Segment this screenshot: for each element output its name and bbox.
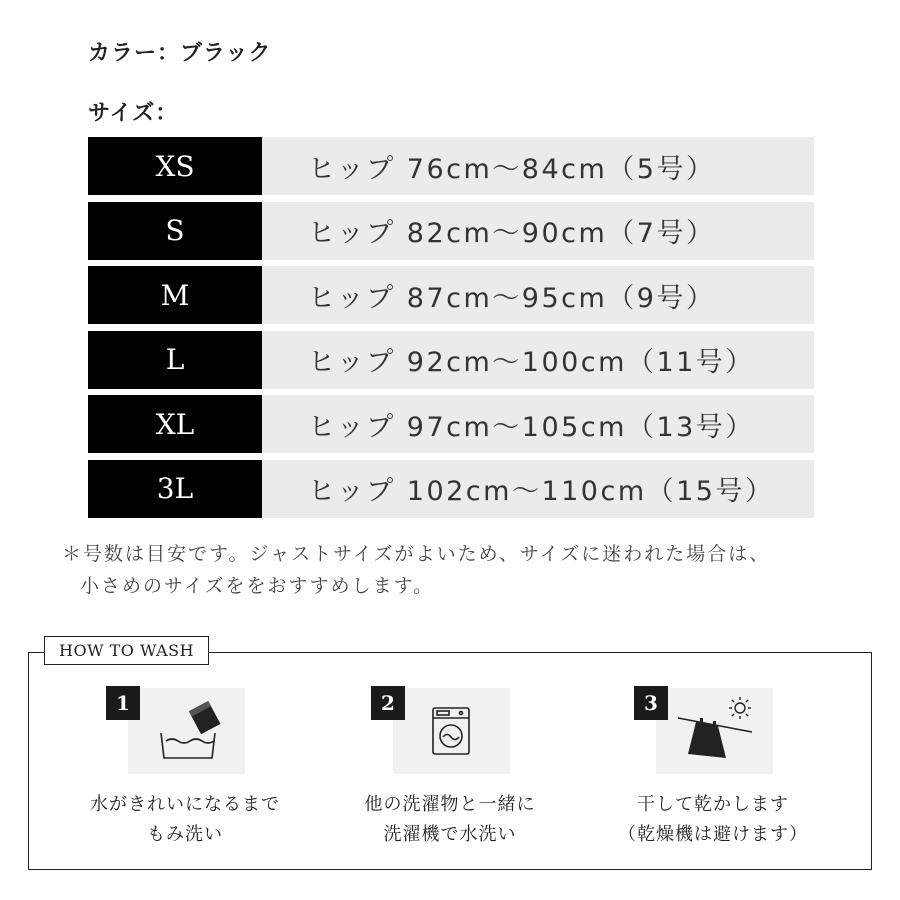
size-note-line2: 小さめのサイズををおすすめします。 xyxy=(80,575,435,597)
step-text xyxy=(300,790,600,850)
size-desc: ヒップ 97cm〜105cm（13号） xyxy=(262,395,814,453)
step-text-line1: 干して乾かします xyxy=(637,794,789,815)
wash-title: HOW TO WASH xyxy=(44,636,209,665)
washing-machine-icon xyxy=(393,688,510,774)
step-number: 3 xyxy=(634,686,668,720)
step-text-line2: （乾燥機は避けます） xyxy=(618,824,808,845)
step-text-line2: もみ洗い xyxy=(147,824,223,845)
size-label: 3L xyxy=(88,460,262,518)
step-text-line2: 洗濯機で水洗い xyxy=(383,824,517,845)
size-row-s xyxy=(88,202,814,260)
size-row-m xyxy=(88,266,814,324)
size-desc: ヒップ 87cm〜95cm（9号） xyxy=(262,266,814,324)
size-row-xl xyxy=(88,395,814,453)
size-note xyxy=(62,538,770,602)
size-row-xs xyxy=(88,137,814,195)
size-desc: ヒップ 82cm〜90cm（7号） xyxy=(262,202,814,260)
size-label: XL xyxy=(88,395,262,453)
size-row-l xyxy=(88,331,814,389)
step-text-line1: 他の洗濯物と一緒に xyxy=(364,794,536,815)
step-text xyxy=(563,790,863,850)
size-row-3l xyxy=(88,460,814,518)
step-text xyxy=(35,790,335,850)
step-number: 1 xyxy=(106,686,140,720)
step-text-line1: 水がきれいになるまで xyxy=(90,794,280,815)
size-heading: サイズ： xyxy=(88,101,179,126)
size-label: L xyxy=(88,331,262,389)
size-label: M xyxy=(88,266,262,324)
size-desc: ヒップ 76cm〜84cm（5号） xyxy=(262,137,814,195)
washbasin-detergent-icon xyxy=(128,688,245,774)
step-number: 2 xyxy=(371,686,405,720)
size-label: S xyxy=(88,202,262,260)
size-desc: ヒップ 102cm〜110cm（15号） xyxy=(262,460,814,518)
size-table xyxy=(88,137,814,525)
size-label: XS xyxy=(88,137,262,195)
size-note-line1: ＊号数は目安です。ジャストサイズがよいため、サイズに迷われた場合は、 xyxy=(62,543,771,565)
hang-dry-sun-icon xyxy=(656,688,773,774)
color-label: カラー：ブラック xyxy=(88,41,272,66)
size-desc: ヒップ 92cm〜100cm（11号） xyxy=(262,331,814,389)
